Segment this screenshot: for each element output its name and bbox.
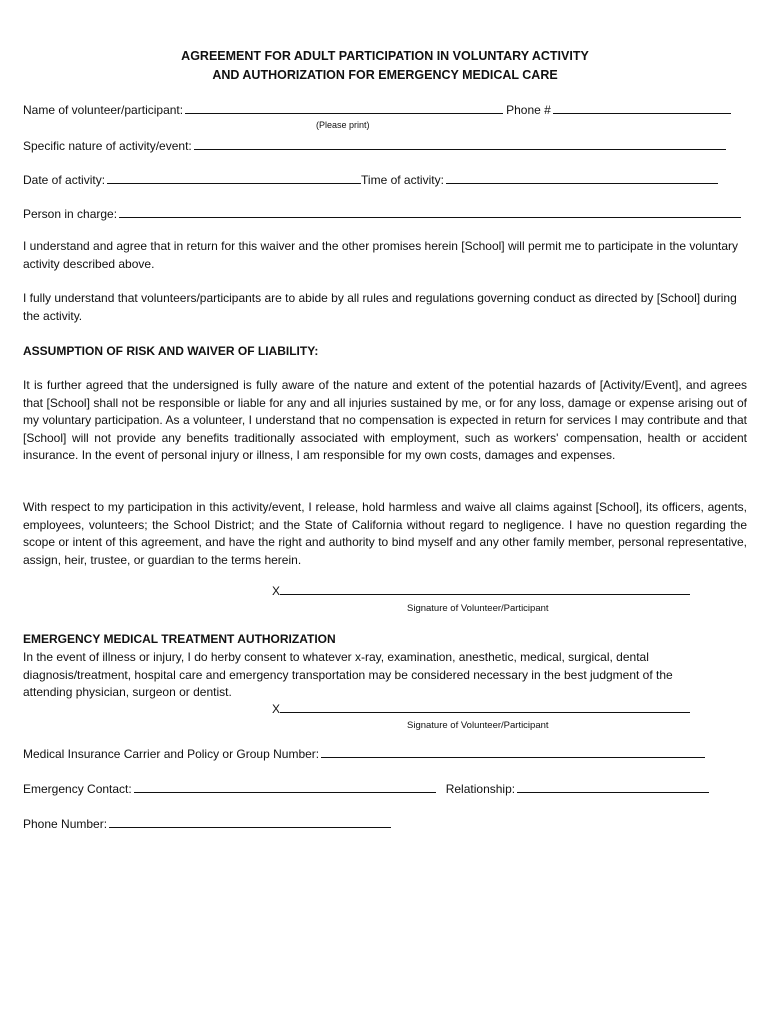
document-title-line-1: AGREEMENT FOR ADULT PARTICIPATION IN VOLUNTARY ACTIVITY [181, 49, 589, 63]
phone-number-field[interactable] [109, 815, 391, 828]
signature-row-1 [272, 582, 690, 601]
date-time-row [23, 171, 718, 190]
activity-label: Specific nature of activity/event: [23, 139, 192, 153]
emergency-treatment-heading: EMERGENCY MEDICAL TREATMENT AUTHORIZATION [23, 632, 336, 646]
person-in-charge-field[interactable] [119, 205, 741, 218]
time-field[interactable] [446, 171, 718, 184]
time-label: Time of activity: [361, 173, 444, 187]
relationship-label: Relationship: [445, 782, 516, 796]
signature-label-1: Signature of Volunteer/Participant [407, 603, 549, 614]
signature-field-1[interactable] [280, 582, 690, 595]
signature-field-2[interactable] [280, 700, 690, 713]
name-phone-row [23, 101, 731, 120]
insurance-field[interactable] [321, 745, 705, 758]
signature-label-2: Signature of Volunteer/Participant [407, 720, 549, 731]
person-in-charge-row [23, 205, 741, 224]
insurance-row [23, 745, 705, 764]
agreement-paragraph-1: I understand and agree that in return for this waiver and the other promises herein [School] will permit me to participate in the voluntary activity described above. [23, 239, 739, 271]
signature-x-mark: X [272, 584, 281, 598]
emergency-contact-label: Emergency Contact: [23, 782, 132, 796]
risk-waiver-paragraph: It is further agreed that the undersigned is fully aware of the nature and extent of the potential hazards of [Activity/Event], and agrees that [School] shall not be responsible or liable for any and all injuries sustained by me, or for any loss, damage or expense arising out of my voluntary participation. As a volunteer, I understand that no compensation is expected in return for services I may contribute and that [School] will not provide any benefits traditionally associated with employment, such as workers' compensation, health or accident insurance. In the event of personal injury or illness, I am responsible for my own costs, damages and expenses. [23, 378, 747, 462]
signature-x-mark: X [272, 702, 281, 716]
activity-row [23, 137, 726, 156]
phone-number-row [23, 815, 391, 834]
insurance-label: Medical Insurance Carrier and Policy or Group Number: [23, 747, 320, 761]
name-label: Name of volunteer/participant: [23, 103, 184, 117]
emergency-contact-field[interactable] [134, 780, 436, 793]
risk-waiver-heading: ASSUMPTION OF RISK AND WAIVER OF LIABILITY: [23, 344, 319, 358]
release-paragraph: With respect to my participation in this activity/event, I release, hold harmless and waive all claims against [School], its officers, agents, employees, volunteers; the School District; and the State of California without regard to negligence. I have no question regarding the scope or intent of this agreement, and have the right and authority to bind myself and any other family member, personal representative, assign, heir, trustee, or guardian to the terms herein. [23, 500, 747, 567]
activity-field[interactable] [194, 137, 726, 150]
phone-field[interactable] [553, 101, 731, 114]
agreement-paragraph-2: I fully understand that volunteers/participants are to abide by all rules and regulations governing conduct as directed by [School] during the activity. [23, 291, 737, 323]
name-field[interactable] [185, 101, 503, 114]
phone-number-label: Phone Number: [23, 817, 108, 831]
person-in-charge-label: Person in charge: [23, 207, 118, 221]
date-field[interactable] [107, 171, 361, 184]
phone-label: Phone # [506, 103, 551, 117]
emergency-contact-row [23, 780, 709, 799]
emergency-treatment-paragraph: In the event of illness or injury, I do herby consent to whatever x-ray, examination, anesthetic, medical, surgical, dental diagnosis/treatment, hospital care and emergency transportation may be considered necessary in the best judgment of the attending physician, surgeon or dentist. [23, 650, 673, 699]
signature-row-2 [272, 700, 690, 719]
date-label: Date of activity: [23, 173, 106, 187]
please-print-note: (Please print) [316, 120, 370, 130]
relationship-field[interactable] [517, 780, 709, 793]
document-title-line-2: AND AUTHORIZATION FOR EMERGENCY MEDICAL CARE [212, 68, 558, 82]
